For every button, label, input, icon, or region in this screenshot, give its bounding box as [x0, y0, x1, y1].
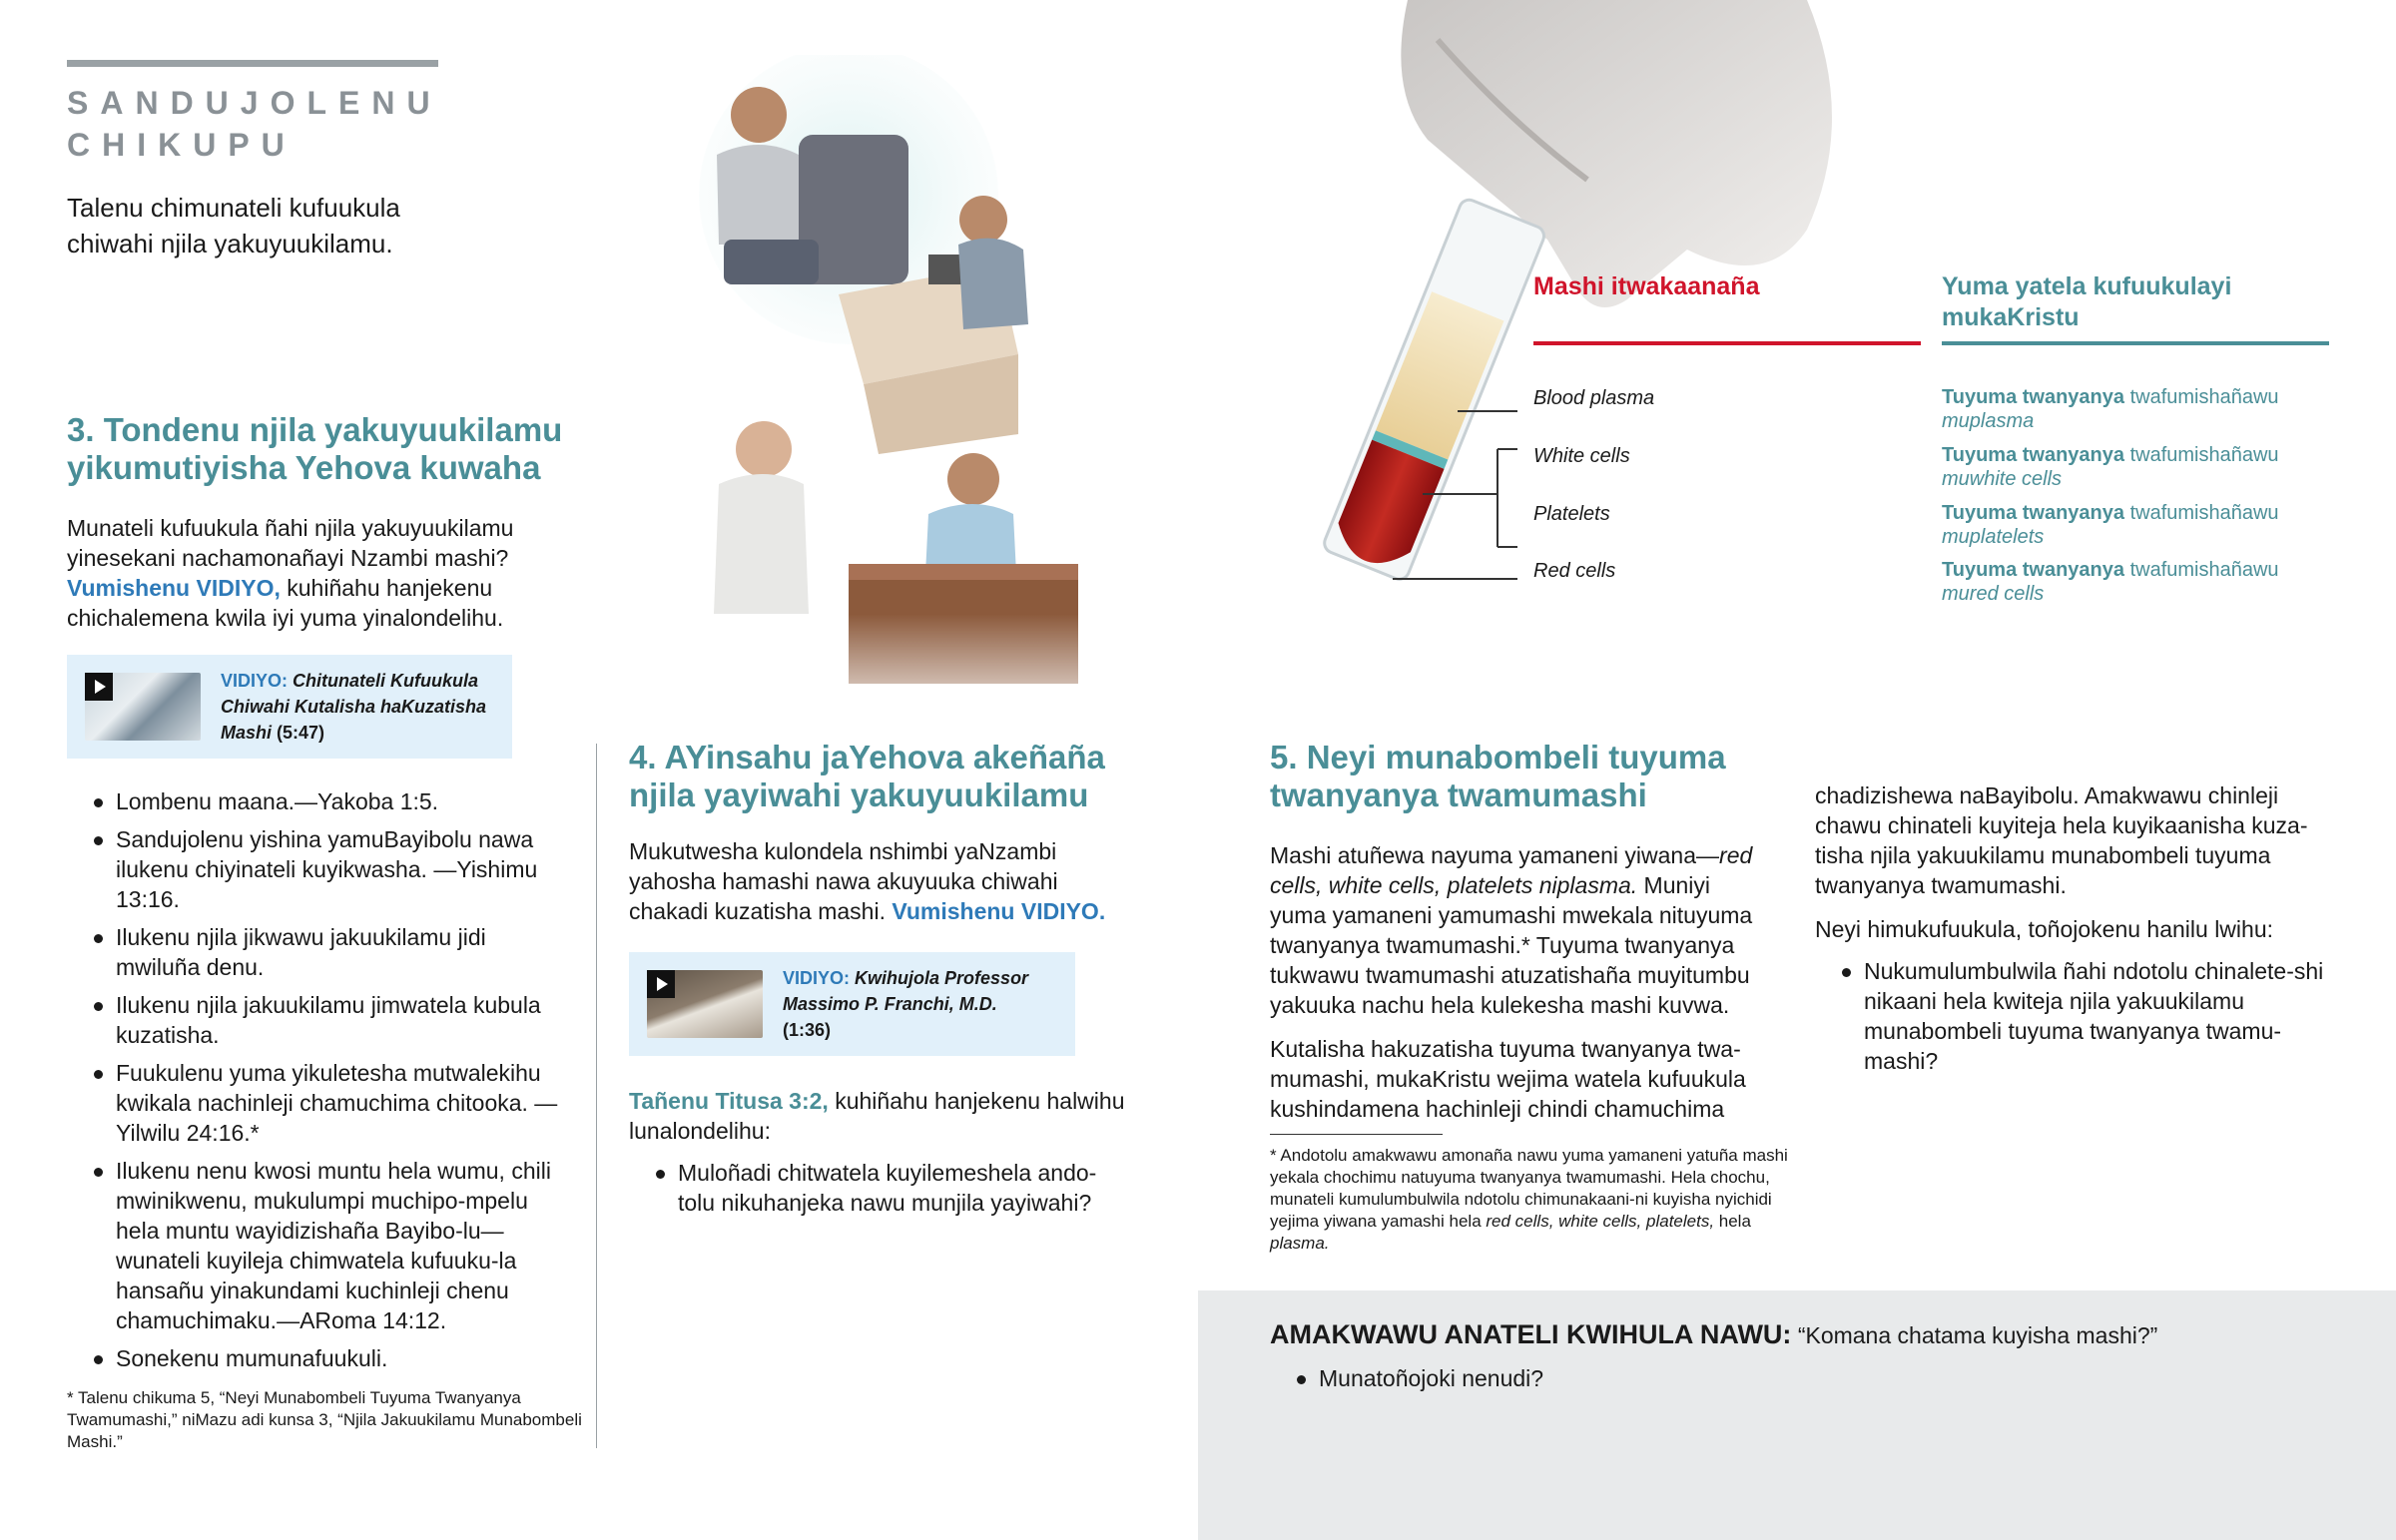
section-3-bullet-list — [67, 786, 576, 1381]
watch-video-link[interactable]: Vumishenu VIDIYO. — [892, 898, 1106, 924]
video-caption — [783, 965, 1057, 1043]
component-name: Red cells . . . — [1533, 560, 1921, 583]
column-divider — [596, 744, 597, 1448]
list-item: Lombenu maana.—Yakoba 1:5. — [67, 786, 576, 816]
section-4-ref-text: kuhiñahu hanjekenu halwihu lunalondelihu: — [629, 1088, 1125, 1144]
question-line — [1270, 1317, 2368, 1352]
video-title: Kwihujola Professor Massimo P. Franchi, M.D. — [783, 968, 1029, 1014]
component-choice: Tuyuma twanyanya twafumishañawu mured cells — [1942, 559, 2279, 605]
video-card-franchi[interactable] — [629, 952, 1075, 1056]
video-duration: (1:36) — [783, 1020, 832, 1040]
list-item: Sandujolenu yishina yamuBayibolu nawa ilukenu chiyinateli kuyikwasha. —Yishimu 13:16. — [67, 824, 576, 914]
list-item: Nukumulumbulwila ñahi ndotolu chinalete-shi nikaani hela kwiteja njila yakuukilamu munabombeli tuyuma twanyanya twamu-mashi? — [1815, 956, 2344, 1076]
component-choice: Tuyuma twanyanya twafumishañawu muplatelets — [1942, 502, 2279, 548]
section-5-body — [1270, 840, 1769, 1124]
illustration-doctor-consultation — [639, 55, 1108, 734]
section-5-bullet-list — [1815, 956, 2344, 1084]
blood-table-heading-components: Mashi itwakaanaña — [1533, 271, 1921, 345]
section-5-paragraph-2: Kutalisha hakuzatisha tuyuma twanyanya twa-mumashi, mukaKristu wejima watela kufuukula kushindamena hachinleji chindi chamuchima — [1270, 1036, 1746, 1122]
blood-table-heading-choices: Yuma yatela kufuukulayi mukaKristu — [1942, 271, 2329, 345]
component-name: White cells . . . — [1533, 445, 1921, 468]
question-text: “Komana chatama kuyisha mashi?” — [1797, 1322, 2158, 1348]
list-item: Muloñadi chitwatela kuyilemeshela ando-tolu nikuhanjeka nawu munjila yayiwahi? — [629, 1158, 1128, 1218]
play-icon[interactable] — [85, 673, 113, 701]
list-item: Ilukenu nenu kwosi muntu hela wumu, chili mwinikwenu, mukulumpi muchipo-mpelu hela muntu wayidizishaña Bayibo-lu—wunateli kuyileja chimwatela kufuuku-la hansañu yinakundami kuchinleji chenu chamuchimaku.—ARoma 14:12. — [67, 1156, 576, 1335]
footnote: * Andotolu amakwawu amonaña nawu yuma yamaneni yatuña mashi yekala chochimu natuyuma twanyanya twamumashi. Hela chochu, munateli kumulumbulwila ndotolu chimunakaani-ni kuyisha nyichidi yejima yiwana yamashi hela red cells, white cells, platelets, hela plasma. — [1270, 1146, 1788, 1253]
section-4-body — [629, 836, 1128, 926]
section-4-body-text: Mukutwesha kulondela nshimbi yaNzambi yahosha hamashi nawa akuyuuka chiwahi chakadi kuzatisha mashi. — [629, 838, 1058, 924]
blood-table-row — [1533, 443, 2332, 501]
video-card-chitunateli[interactable] — [67, 655, 512, 759]
component-name: Platelets . . . — [1533, 503, 1921, 526]
list-item: Sonekenu mumunafuukuli. — [67, 1343, 576, 1373]
section-3-body-text-2: kuhiñahu hanjekenu chichalemena kwila iyi yuma yinalondelihu. — [67, 575, 504, 631]
blood-table-row — [1533, 501, 2332, 559]
section-4-heading: 4. AYinsahu jaYehova akeñaña njila yayiwahi yakuyuukilamu — [629, 739, 1105, 813]
play-icon[interactable] — [647, 970, 675, 998]
list-item: Munatoñojoki nenudi? — [1270, 1363, 2069, 1393]
section-5-heading: 5. Neyi munabombeli tuyuma twanyanya twamumashi — [1270, 739, 1726, 813]
video-caption — [221, 668, 494, 746]
section-3-heading: 3. Tondenu njila yakuyuukilamu yikumutiyisha Yehova kuwaha — [67, 411, 563, 486]
list-item: Ilukenu njila jakuukilamu jimwatela kubula kuzatisha. — [67, 990, 576, 1050]
footnote: * Talenu chikuma 5, “Neyi Munabombeli Tuyuma Twanyanya Twamumashi,” niMazu adi kunsa 3, “Njila Jakuukilamu Munabombeli Mashi.” — [67, 1388, 582, 1451]
section-3-body-text: Munateli kufuukula ñahi njila yakuyuukilamu yinesekani nachamonañayi Nzambi mashi? — [67, 515, 514, 571]
watch-video-link[interactable]: Vumishenu VIDIYO, — [67, 575, 281, 601]
blood-table-row — [1533, 385, 2332, 443]
review-intro: Talenu chimunateli kufuukula chiwahi njila yakuyuukilamu. — [67, 193, 400, 258]
section-5-continued — [1815, 780, 2334, 944]
video-label: VIDIYO: — [783, 968, 851, 988]
video-thumbnail[interactable] — [85, 673, 201, 741]
video-label: VIDIYO: — [221, 671, 289, 691]
question-label: AMAKWAWU ANATELI KWIHULA NAWU: — [1270, 1319, 1792, 1349]
list-item: Ilukenu njila jikwawu jakuukilamu jidi mwiluña denu. — [67, 922, 576, 982]
list-item: Fuukulenu yuma yikuletesha mutwalekihu kwikala nachinleji chamuchima chitooka. —Yilwilu 24:16.* — [67, 1058, 576, 1148]
video-title: Chitunateli Kufuukula Chiwahi Kutalisha haKuzatisha Mashi — [221, 671, 487, 743]
footnote-rule — [1270, 1134, 1443, 1135]
component-name: Blood plasma . . . — [1533, 387, 1921, 410]
question-bullet-list — [1270, 1363, 2069, 1401]
component-choice: Tuyuma twanyanya twafumishañawu muplasma — [1942, 386, 2279, 432]
blood-table-row — [1533, 558, 2332, 616]
section-5-paragraph-4: Neyi himukufuukula, toñojokenu hanilu lwihu: — [1815, 916, 2274, 942]
section-top-rule — [67, 60, 438, 67]
section-3-body — [67, 513, 586, 633]
section-5-paragraph-3: chadizishewa naBayibolu. Amakwawu chinleji chawu chinateli kuyiteja hela kuyikaanisha kuza-tisha njila yakuukilamu munabombeli tuyuma twanyanya twamumashi. — [1815, 782, 2308, 898]
section-4-bullet-list — [629, 1158, 1128, 1226]
component-choice: Tuyuma twanyanya twafumishañawu muwhite cells — [1942, 444, 2279, 490]
section-4-scripture-reference — [629, 1086, 1128, 1146]
video-duration: (5:47) — [277, 723, 325, 743]
scripture-link[interactable]: Tañenu Titusa 3:2, — [629, 1088, 829, 1114]
review-title: SANDUJOLENU CHIKUPU — [67, 85, 442, 163]
section-5-paragraph-1: Mashi atuñewa nayuma yamaneni yiwana—red cells, white cells, platelets niplasma. Muniyi yuma yamaneni yamumashi mwekala nituyuma twanyanya twamumashi.* Tuyuma twanyanya tukwawu twamumashi atuzatishaña muyitumbu yakuuka nachu hela kulekesha mashi kuvwa. — [1270, 842, 1753, 1018]
video-thumbnail[interactable] — [647, 970, 763, 1038]
